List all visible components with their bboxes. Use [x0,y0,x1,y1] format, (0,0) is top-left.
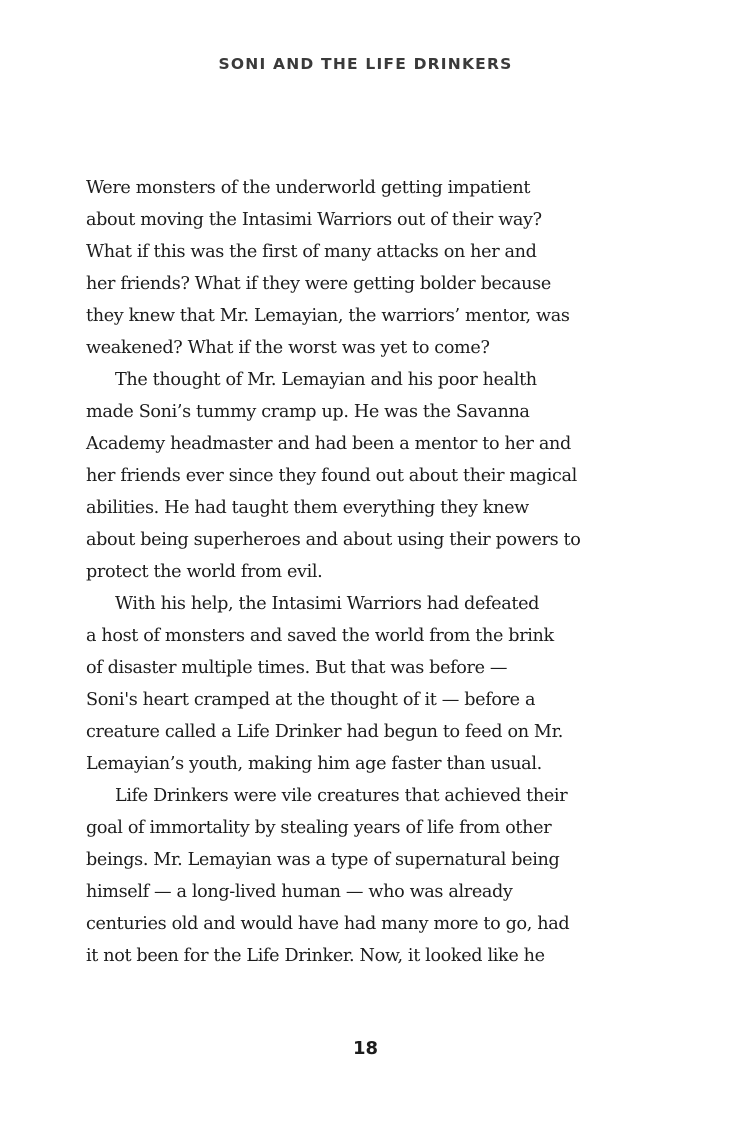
text-line: about being superheroes and about using their powers to [86,530,581,550]
text-line: What if this was the first of many attacks on her and [86,242,537,262]
text-line: a host of monsters and saved the world from the brink [86,626,554,646]
text-line: himself — a long-lived human — who was already [86,882,513,902]
page-body [86,172,646,972]
text-line: Were monsters of the underworld getting impatient [86,178,531,198]
text-line: goal of immortality by stealing years of life from other [86,818,552,838]
text-line: her friends? What if they were getting bolder because [86,274,551,294]
paragraph-start-line: Life Drinkers were vile creatures that achieved their [115,786,568,806]
text-line: Soni's heart cramped at the thought of it — before a [86,690,536,710]
text-line: centuries old and would have had many more to go, had [86,914,570,934]
paragraph-start-line: The thought of Mr. Lemayian and his poor health [115,370,537,390]
text-line: made Soni’s tummy cramp up. He was the Savanna [86,402,530,422]
page-number: 18 [352,1038,379,1059]
text-line: abilities. He had taught them everything they knew [86,498,529,518]
text-line: weakened? What if the worst was yet to come? [86,338,490,358]
text-line: her friends ever since they found out about their magical [86,466,577,486]
text-line: about moving the Intasimi Warriors out of their way? [86,210,542,230]
running-title: SONI AND THE LIFE DRINKERS [218,55,513,73]
text-line: beings. Mr. Lemayian was a type of supernatural being [86,850,560,870]
text-line: they knew that Mr. Lemayian, the warriors’ mentor, was [86,306,570,326]
text-line: Lemayian’s youth, making him age faster than usual. [86,754,542,774]
paragraph-start-line: With his help, the Intasimi Warriors had defeated [115,594,540,614]
text-line: of disaster multiple times. But that was before — [86,658,508,678]
text-line: it not been for the Life Drinker. Now, it looked like he [86,946,545,966]
text-line: Academy headmaster and had been a mentor to her and [86,434,571,454]
text-line: protect the world from evil. [86,562,323,582]
text-line: creature called a Life Drinker had begun to feed on Mr. [86,722,563,742]
